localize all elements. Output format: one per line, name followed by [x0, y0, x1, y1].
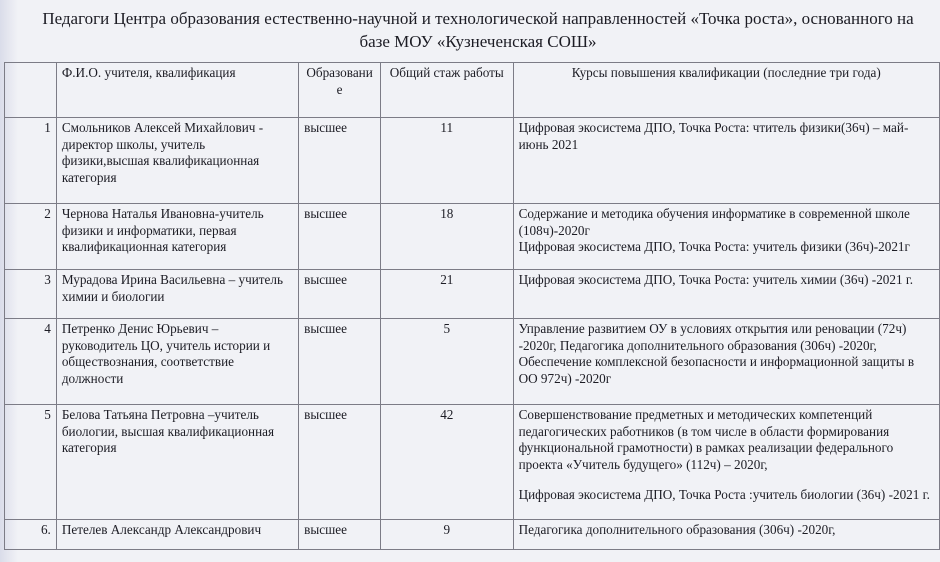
course-entry: Цифровая экосистема ДПО, Точка Роста :учитель биологии (36ч) -2021 г.: [518, 487, 930, 502]
teacher-name: Смольников Алексей Михайлович - директор школы, учитель физики,высшая квалификационная категория: [56, 118, 298, 204]
experience-years: 11: [381, 118, 514, 204]
table-row: [5, 319, 940, 405]
course-entry: Управление развитием ОУ в условиях открытия или реновации (72ч) -2020г, Педагогика дополнительного образования (306ч) -2020г, Обеспечение комплексной безопасности и информационной защиты в ОО 972ч) -2020г: [518, 321, 915, 386]
staff-table: [4, 62, 940, 550]
row-number: 1: [5, 118, 57, 204]
row-number: 5: [5, 405, 57, 520]
page-title: Педагоги Центра образования естественно-научной и технологической направленностей «Точка роста», основанного на базе МОУ «Кузнеченская СОШ»: [42, 9, 914, 51]
course-entry: Педагогика дополнительного образования (306ч) -2020г,: [518, 522, 836, 537]
courses-cell: [513, 118, 939, 204]
teacher-name: Петренко Денис Юрьевич – руководитель ЦО, учитель истории и обществознания, соответствие должности: [56, 319, 298, 405]
teacher-name: Чернова Наталья Ивановна-учитель физики и информатики, первая квалификационная категория: [56, 204, 298, 270]
header-experience: Общий стаж работы: [381, 63, 514, 118]
courses-cell: [513, 319, 939, 405]
courses-cell: [513, 204, 939, 270]
row-number: 4: [5, 319, 57, 405]
courses-cell: [513, 270, 939, 319]
table-row: [5, 405, 940, 520]
header-education: Образование: [299, 63, 381, 118]
teacher-name: Мурадова Ирина Васильевна – учитель химии и биологии: [56, 270, 298, 319]
table-header-row: [5, 63, 940, 118]
teacher-name: Белова Татьяна Петровна –учитель биологии, высшая квалификационная категория: [56, 405, 298, 520]
table-row: [5, 270, 940, 319]
experience-years: 5: [381, 319, 514, 405]
table-row: [5, 520, 940, 550]
experience-years: 18: [381, 204, 514, 270]
course-entry: Цифровая экосистема ДПО, Точка Роста: чтитель физики(36ч) – май-июнь 2021: [518, 120, 909, 152]
table-row: [5, 204, 940, 270]
header-name: Ф.И.О. учителя, квалификация: [56, 63, 298, 118]
row-number: 6.: [5, 520, 57, 550]
header-courses: Курсы повышения квалификации (последние три года): [513, 63, 939, 118]
education-level: высшее: [299, 319, 381, 405]
experience-years: 21: [381, 270, 514, 319]
course-entry: Цифровая экосистема ДПО, Точка Роста: учитель физики (36ч)-2021г: [518, 239, 910, 254]
table-row: [5, 118, 940, 204]
course-entry: Совершенствование предметных и методических компетенций педагогических работников (в том числе в области формирования функциональной грамотности) в рамках реализации федерального проекта «Учитель будущего» (112ч) – 2020г,: [518, 407, 894, 472]
course-entry: Содержание и методика обучения информатике в современной школе (108ч)-2020г: [518, 206, 910, 238]
education-level: высшее: [299, 405, 381, 520]
teacher-name: Петелев Александр Александрович: [56, 520, 298, 550]
courses-cell: [513, 405, 939, 520]
education-level: высшее: [299, 204, 381, 270]
course-entry: Цифровая экосистема ДПО, Точка Роста: учитель химии (36ч) -2021 г.: [518, 272, 914, 287]
education-level: высшее: [299, 270, 381, 319]
education-level: высшее: [299, 118, 381, 204]
education-level: высшее: [299, 520, 381, 550]
courses-cell: [513, 520, 939, 550]
experience-years: 42: [381, 405, 514, 520]
row-number: 2: [5, 204, 57, 270]
experience-years: 9: [381, 520, 514, 550]
header-num: [5, 63, 57, 118]
row-number: 3: [5, 270, 57, 319]
